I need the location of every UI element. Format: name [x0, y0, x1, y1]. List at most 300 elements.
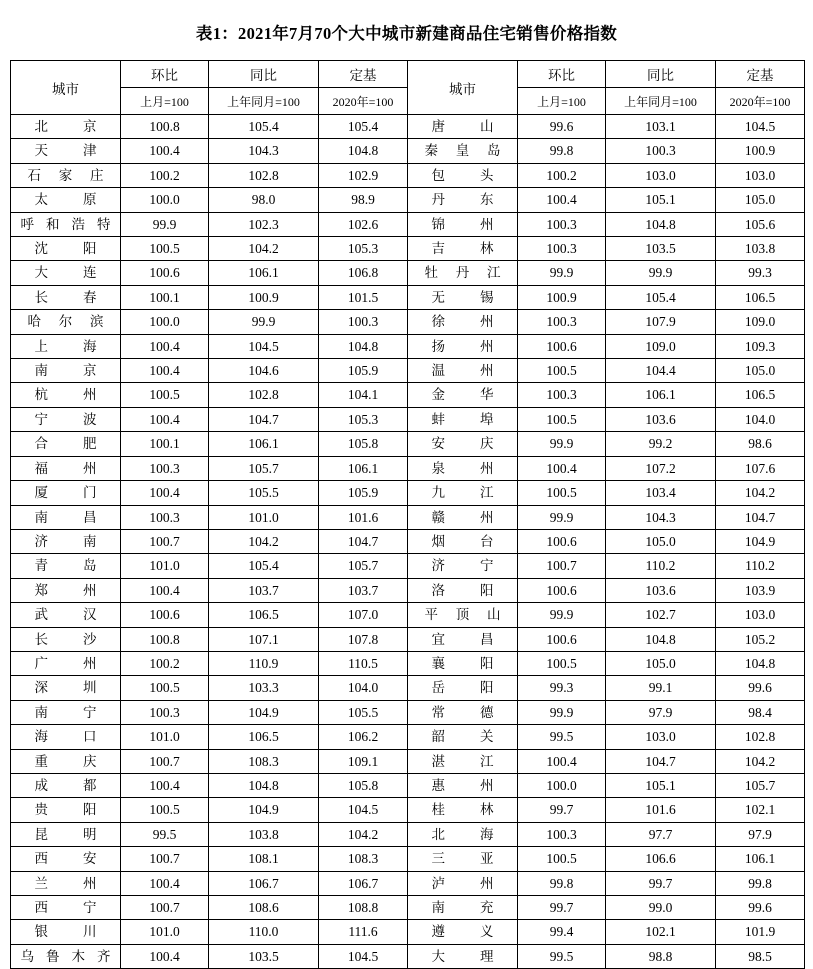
cell-city-right [408, 651, 518, 675]
city-name: 吉林 [431, 241, 494, 257]
cell-base-right: 105.7 [716, 773, 805, 797]
cell-mom-left: 100.4 [121, 481, 209, 505]
cell-city-left [11, 651, 121, 675]
cell-mom-right: 100.2 [518, 163, 606, 187]
city-name: 呼和浩特 [20, 216, 111, 232]
table-header [11, 61, 805, 115]
city-name: 泸州 [431, 875, 494, 891]
header-city-right: 城市 [408, 61, 518, 115]
table-row [11, 603, 805, 627]
cell-yoy-left: 107.1 [209, 627, 319, 651]
cell-base-left: 101.6 [319, 505, 408, 529]
city-name: 唐山 [431, 119, 494, 134]
cell-city-left [11, 749, 121, 773]
city-name: 岳阳 [431, 680, 494, 696]
cell-city-left [11, 578, 121, 602]
cell-city-left [11, 432, 121, 456]
cell-mom-right: 99.4 [518, 920, 606, 944]
cell-city-right [408, 261, 518, 285]
city-name: 南宁 [34, 704, 97, 720]
city-name: 福州 [34, 460, 97, 476]
city-name: 锦州 [431, 216, 494, 232]
city-name: 厦门 [34, 485, 97, 501]
cell-yoy-left: 106.5 [209, 603, 319, 627]
cell-base-left: 106.2 [319, 725, 408, 749]
cell-yoy-right: 104.8 [606, 212, 716, 236]
city-name: 烟台 [431, 533, 494, 549]
table-row [11, 798, 805, 822]
city-name: 宜昌 [431, 631, 494, 647]
city-name: 三亚 [431, 851, 494, 867]
cell-base-right: 98.4 [716, 700, 805, 724]
cell-city-left [11, 310, 121, 334]
cell-yoy-right: 103.4 [606, 481, 716, 505]
city-name: 石家庄 [27, 167, 104, 183]
cell-base-left: 103.7 [319, 578, 408, 602]
cell-mom-right: 100.3 [518, 212, 606, 236]
cell-mom-right: 100.6 [518, 627, 606, 651]
cell-base-right: 104.7 [716, 505, 805, 529]
cell-yoy-right: 105.1 [606, 188, 716, 212]
cell-base-left: 105.3 [319, 237, 408, 261]
cell-yoy-left: 108.1 [209, 847, 319, 871]
cell-city-left [11, 505, 121, 529]
cell-mom-right: 100.4 [518, 456, 606, 480]
cell-mom-right: 99.9 [518, 505, 606, 529]
cell-base-left: 105.8 [319, 773, 408, 797]
table-row [11, 432, 805, 456]
cell-mom-right: 99.9 [518, 261, 606, 285]
cell-yoy-right: 103.6 [606, 407, 716, 431]
cell-base-left: 110.5 [319, 651, 408, 675]
city-name: 青岛 [34, 558, 97, 574]
city-name: 丹东 [431, 192, 494, 208]
city-name: 北京 [34, 119, 97, 134]
cell-mom-left: 100.6 [121, 603, 209, 627]
cell-city-left [11, 920, 121, 944]
cell-city-left [11, 896, 121, 920]
cell-yoy-right: 97.7 [606, 822, 716, 846]
city-name: 昆明 [34, 826, 97, 842]
city-name: 银川 [34, 924, 97, 940]
table-row [11, 334, 805, 358]
cell-city-left [11, 529, 121, 553]
table-row [11, 212, 805, 236]
city-name: 大连 [34, 265, 97, 281]
cell-mom-right: 100.6 [518, 334, 606, 358]
cell-city-left [11, 407, 121, 431]
city-name: 海口 [34, 729, 97, 745]
cell-base-left: 104.0 [319, 676, 408, 700]
cell-base-left: 104.7 [319, 529, 408, 553]
table-row [11, 505, 805, 529]
cell-city-left [11, 725, 121, 749]
cell-city-left [11, 822, 121, 846]
cell-city-right [408, 627, 518, 651]
city-name: 韶关 [431, 729, 494, 745]
table-row [11, 920, 805, 944]
cell-city-right [408, 432, 518, 456]
cell-mom-right: 99.8 [518, 139, 606, 163]
cell-yoy-right: 104.7 [606, 749, 716, 773]
city-name: 九江 [431, 485, 494, 501]
cell-base-left: 98.9 [319, 188, 408, 212]
cell-yoy-right: 107.2 [606, 456, 716, 480]
header-group-base-right: 定基 [716, 61, 805, 88]
city-name: 广州 [34, 655, 97, 671]
city-name: 秦皇岛 [424, 143, 501, 159]
cell-city-right [408, 847, 518, 871]
cell-city-left [11, 871, 121, 895]
cell-city-left [11, 603, 121, 627]
header-group-yoy-left: 同比 [209, 61, 319, 88]
cell-base-left: 104.1 [319, 383, 408, 407]
cell-city-right [408, 529, 518, 553]
cell-mom-left: 100.3 [121, 505, 209, 529]
city-name: 成都 [34, 777, 97, 793]
table-row [11, 481, 805, 505]
cell-base-left: 104.8 [319, 334, 408, 358]
city-name: 武汉 [34, 607, 97, 623]
city-name: 常德 [431, 704, 494, 720]
city-name: 西安 [34, 851, 97, 867]
cell-base-right: 102.8 [716, 725, 805, 749]
header-city-left: 城市 [11, 61, 121, 115]
cell-yoy-right: 99.9 [606, 261, 716, 285]
cell-mom-left: 100.4 [121, 407, 209, 431]
cell-base-left: 105.8 [319, 432, 408, 456]
cell-yoy-right: 106.1 [606, 383, 716, 407]
city-name: 沈阳 [34, 241, 97, 257]
cell-mom-left: 100.7 [121, 896, 209, 920]
cell-mom-right: 100.3 [518, 237, 606, 261]
cell-mom-right: 100.3 [518, 383, 606, 407]
cell-yoy-right: 105.1 [606, 773, 716, 797]
city-name: 温州 [431, 363, 494, 379]
cell-yoy-left: 102.3 [209, 212, 319, 236]
cell-yoy-right: 99.7 [606, 871, 716, 895]
cell-city-right [408, 334, 518, 358]
cell-mom-right: 99.9 [518, 432, 606, 456]
cell-yoy-left: 104.2 [209, 529, 319, 553]
cell-city-left [11, 627, 121, 651]
cell-base-left: 108.8 [319, 896, 408, 920]
cell-mom-left: 100.4 [121, 334, 209, 358]
table-row [11, 310, 805, 334]
cell-mom-left: 100.0 [121, 310, 209, 334]
cell-city-left [11, 456, 121, 480]
header-group-base-left: 定基 [319, 61, 408, 88]
cell-base-right: 99.8 [716, 871, 805, 895]
city-name: 贵阳 [34, 802, 97, 818]
cell-mom-right: 100.9 [518, 285, 606, 309]
city-name: 济南 [34, 533, 97, 549]
city-name: 包头 [431, 167, 494, 183]
table-row [11, 578, 805, 602]
cell-yoy-left: 104.9 [209, 700, 319, 724]
table-row [11, 749, 805, 773]
cell-city-right [408, 383, 518, 407]
cell-base-right: 109.0 [716, 310, 805, 334]
cell-base-right: 98.5 [716, 944, 805, 968]
cell-base-left: 105.9 [319, 481, 408, 505]
city-name: 牡丹江 [424, 265, 501, 281]
page-title: 表1：2021年7月70个大中城市新建商品住宅销售价格指数 [195, 24, 618, 43]
city-name: 大理 [431, 948, 494, 964]
cell-mom-right: 100.5 [518, 481, 606, 505]
cell-yoy-right: 99.0 [606, 896, 716, 920]
cell-mom-left: 100.4 [121, 944, 209, 968]
cell-base-right: 100.9 [716, 139, 805, 163]
cell-mom-left: 100.4 [121, 773, 209, 797]
header-group-yoy-right: 同比 [606, 61, 716, 88]
cell-yoy-right: 107.9 [606, 310, 716, 334]
cell-mom-left: 100.5 [121, 676, 209, 700]
cell-base-right: 105.0 [716, 188, 805, 212]
cell-city-right [408, 456, 518, 480]
cell-city-left [11, 481, 121, 505]
cell-base-left: 105.3 [319, 407, 408, 431]
cell-yoy-left: 106.7 [209, 871, 319, 895]
city-name: 长沙 [34, 631, 97, 647]
cell-base-left: 100.3 [319, 310, 408, 334]
header-group-mom-right: 环比 [518, 61, 606, 88]
cell-yoy-right: 105.0 [606, 529, 716, 553]
cell-city-left [11, 773, 121, 797]
cell-city-right [408, 798, 518, 822]
cell-base-right: 99.6 [716, 896, 805, 920]
city-name: 宁波 [34, 411, 97, 427]
city-name: 湛江 [431, 753, 494, 769]
cell-city-right [408, 139, 518, 163]
city-name: 惠州 [431, 777, 494, 793]
table-row [11, 456, 805, 480]
cell-mom-left: 100.3 [121, 700, 209, 724]
cell-base-left: 104.8 [319, 139, 408, 163]
cell-yoy-left: 104.2 [209, 237, 319, 261]
cell-mom-right: 100.6 [518, 529, 606, 553]
cell-yoy-left: 103.5 [209, 944, 319, 968]
cell-base-right: 107.6 [716, 456, 805, 480]
cell-yoy-left: 99.9 [209, 310, 319, 334]
table-row [11, 529, 805, 553]
table-body [11, 115, 805, 969]
cell-base-left: 107.8 [319, 627, 408, 651]
cell-yoy-right: 99.2 [606, 432, 716, 456]
cell-city-right [408, 749, 518, 773]
cell-mom-left: 100.3 [121, 456, 209, 480]
cell-yoy-right: 103.5 [606, 237, 716, 261]
cell-base-left: 102.9 [319, 163, 408, 187]
cell-mom-left: 100.4 [121, 139, 209, 163]
city-name: 襄阳 [431, 655, 494, 671]
cell-base-left: 105.7 [319, 554, 408, 578]
cell-base-left: 106.1 [319, 456, 408, 480]
cell-mom-left: 100.4 [121, 578, 209, 602]
cell-city-left [11, 383, 121, 407]
cell-city-left [11, 334, 121, 358]
table-row [11, 676, 805, 700]
cell-city-right [408, 481, 518, 505]
cell-base-right: 104.5 [716, 115, 805, 139]
cell-city-right [408, 944, 518, 968]
city-name: 无锡 [431, 289, 494, 305]
cell-base-right: 109.3 [716, 334, 805, 358]
city-name: 徐州 [431, 314, 494, 330]
cell-city-left [11, 944, 121, 968]
cell-yoy-right: 103.6 [606, 578, 716, 602]
cell-city-left [11, 554, 121, 578]
cell-base-right: 103.0 [716, 163, 805, 187]
cell-yoy-right: 105.4 [606, 285, 716, 309]
cell-mom-right: 99.5 [518, 944, 606, 968]
table-row [11, 163, 805, 187]
cell-mom-right: 100.7 [518, 554, 606, 578]
cell-base-right: 105.2 [716, 627, 805, 651]
cell-mom-right: 100.5 [518, 407, 606, 431]
table-row [11, 554, 805, 578]
city-name: 杭州 [34, 387, 97, 403]
header-sub-yoy-left: 上年同月=100 [209, 88, 319, 115]
cell-mom-left: 101.0 [121, 554, 209, 578]
cell-mom-left: 100.4 [121, 359, 209, 383]
city-name: 合肥 [34, 436, 97, 452]
cell-mom-right: 99.7 [518, 896, 606, 920]
city-name: 南充 [431, 900, 494, 915]
table-row [11, 725, 805, 749]
cell-base-left: 111.6 [319, 920, 408, 944]
city-name: 金华 [431, 387, 494, 403]
cell-yoy-left: 102.8 [209, 163, 319, 187]
cell-city-right [408, 700, 518, 724]
cell-base-left: 104.5 [319, 944, 408, 968]
cell-mom-left: 100.5 [121, 237, 209, 261]
cell-city-right [408, 407, 518, 431]
cell-base-right: 101.9 [716, 920, 805, 944]
cell-city-right [408, 359, 518, 383]
cell-city-right [408, 920, 518, 944]
cell-yoy-left: 98.0 [209, 188, 319, 212]
cell-mom-left: 101.0 [121, 920, 209, 944]
city-name: 洛阳 [431, 582, 494, 598]
cell-base-right: 97.9 [716, 822, 805, 846]
header-sub-mom-left: 上月=100 [121, 88, 209, 115]
table-row [11, 944, 805, 968]
cell-city-right [408, 773, 518, 797]
city-name: 遵义 [431, 924, 494, 940]
cell-city-right [408, 285, 518, 309]
cell-city-left [11, 115, 121, 139]
cell-base-right: 104.8 [716, 651, 805, 675]
table-row [11, 188, 805, 212]
cell-yoy-left: 103.7 [209, 578, 319, 602]
cell-mom-left: 100.4 [121, 871, 209, 895]
cell-yoy-right: 110.2 [606, 554, 716, 578]
cell-base-left: 105.5 [319, 700, 408, 724]
cell-mom-right: 100.4 [518, 188, 606, 212]
cell-city-left [11, 163, 121, 187]
city-name: 济宁 [431, 558, 494, 574]
cell-yoy-right: 103.0 [606, 725, 716, 749]
city-name: 重庆 [34, 753, 97, 769]
cell-yoy-right: 106.6 [606, 847, 716, 871]
table-row [11, 359, 805, 383]
cell-mom-left: 99.5 [121, 822, 209, 846]
table-row [11, 700, 805, 724]
cell-mom-left: 99.9 [121, 212, 209, 236]
cell-city-left [11, 139, 121, 163]
city-name: 西宁 [34, 900, 97, 915]
cell-mom-right: 99.3 [518, 676, 606, 700]
header-sub-base-right: 2020年=100 [716, 88, 805, 115]
cell-mom-right: 100.4 [518, 749, 606, 773]
cell-base-left: 105.9 [319, 359, 408, 383]
cell-yoy-left: 106.1 [209, 432, 319, 456]
city-name: 南京 [34, 363, 97, 379]
cell-base-right: 99.6 [716, 676, 805, 700]
cell-base-left: 104.5 [319, 798, 408, 822]
city-name: 赣州 [431, 509, 494, 525]
city-name: 深圳 [34, 680, 97, 696]
cell-base-right: 104.2 [716, 749, 805, 773]
cell-mom-left: 100.8 [121, 627, 209, 651]
cell-mom-right: 99.9 [518, 603, 606, 627]
cell-base-left: 105.4 [319, 115, 408, 139]
cell-city-right [408, 896, 518, 920]
cell-yoy-left: 110.0 [209, 920, 319, 944]
cell-yoy-left: 106.5 [209, 725, 319, 749]
cell-yoy-right: 104.3 [606, 505, 716, 529]
city-name: 郑州 [34, 582, 97, 598]
cell-city-left [11, 188, 121, 212]
cell-yoy-right: 97.9 [606, 700, 716, 724]
cell-yoy-left: 105.7 [209, 456, 319, 480]
cell-base-right: 104.9 [716, 529, 805, 553]
cell-mom-right: 100.3 [518, 822, 606, 846]
cell-base-right: 105.0 [716, 359, 805, 383]
header-sub-mom-right: 上月=100 [518, 88, 606, 115]
cell-base-right: 110.2 [716, 554, 805, 578]
cell-yoy-left: 104.8 [209, 773, 319, 797]
city-name: 扬州 [431, 338, 494, 354]
table-row [11, 139, 805, 163]
table-row [11, 627, 805, 651]
cell-mom-right: 100.5 [518, 359, 606, 383]
table-row [11, 407, 805, 431]
cell-city-right [408, 554, 518, 578]
cell-yoy-right: 104.8 [606, 627, 716, 651]
city-name: 平顶山 [424, 607, 501, 623]
cell-mom-left: 100.2 [121, 651, 209, 675]
cell-yoy-right: 104.4 [606, 359, 716, 383]
city-name: 太原 [34, 192, 97, 208]
cell-yoy-right: 103.1 [606, 115, 716, 139]
cell-base-right: 106.1 [716, 847, 805, 871]
cell-city-right [408, 505, 518, 529]
cell-city-right [408, 237, 518, 261]
cell-yoy-left: 103.3 [209, 676, 319, 700]
table-row [11, 822, 805, 846]
cell-base-right: 104.0 [716, 407, 805, 431]
city-name: 上海 [34, 338, 97, 354]
cell-city-left [11, 359, 121, 383]
cell-yoy-left: 103.8 [209, 822, 319, 846]
cell-yoy-left: 108.3 [209, 749, 319, 773]
cell-yoy-left: 105.4 [209, 115, 319, 139]
cell-base-right: 104.2 [716, 481, 805, 505]
city-name: 哈尔滨 [27, 314, 104, 330]
cell-city-left [11, 676, 121, 700]
